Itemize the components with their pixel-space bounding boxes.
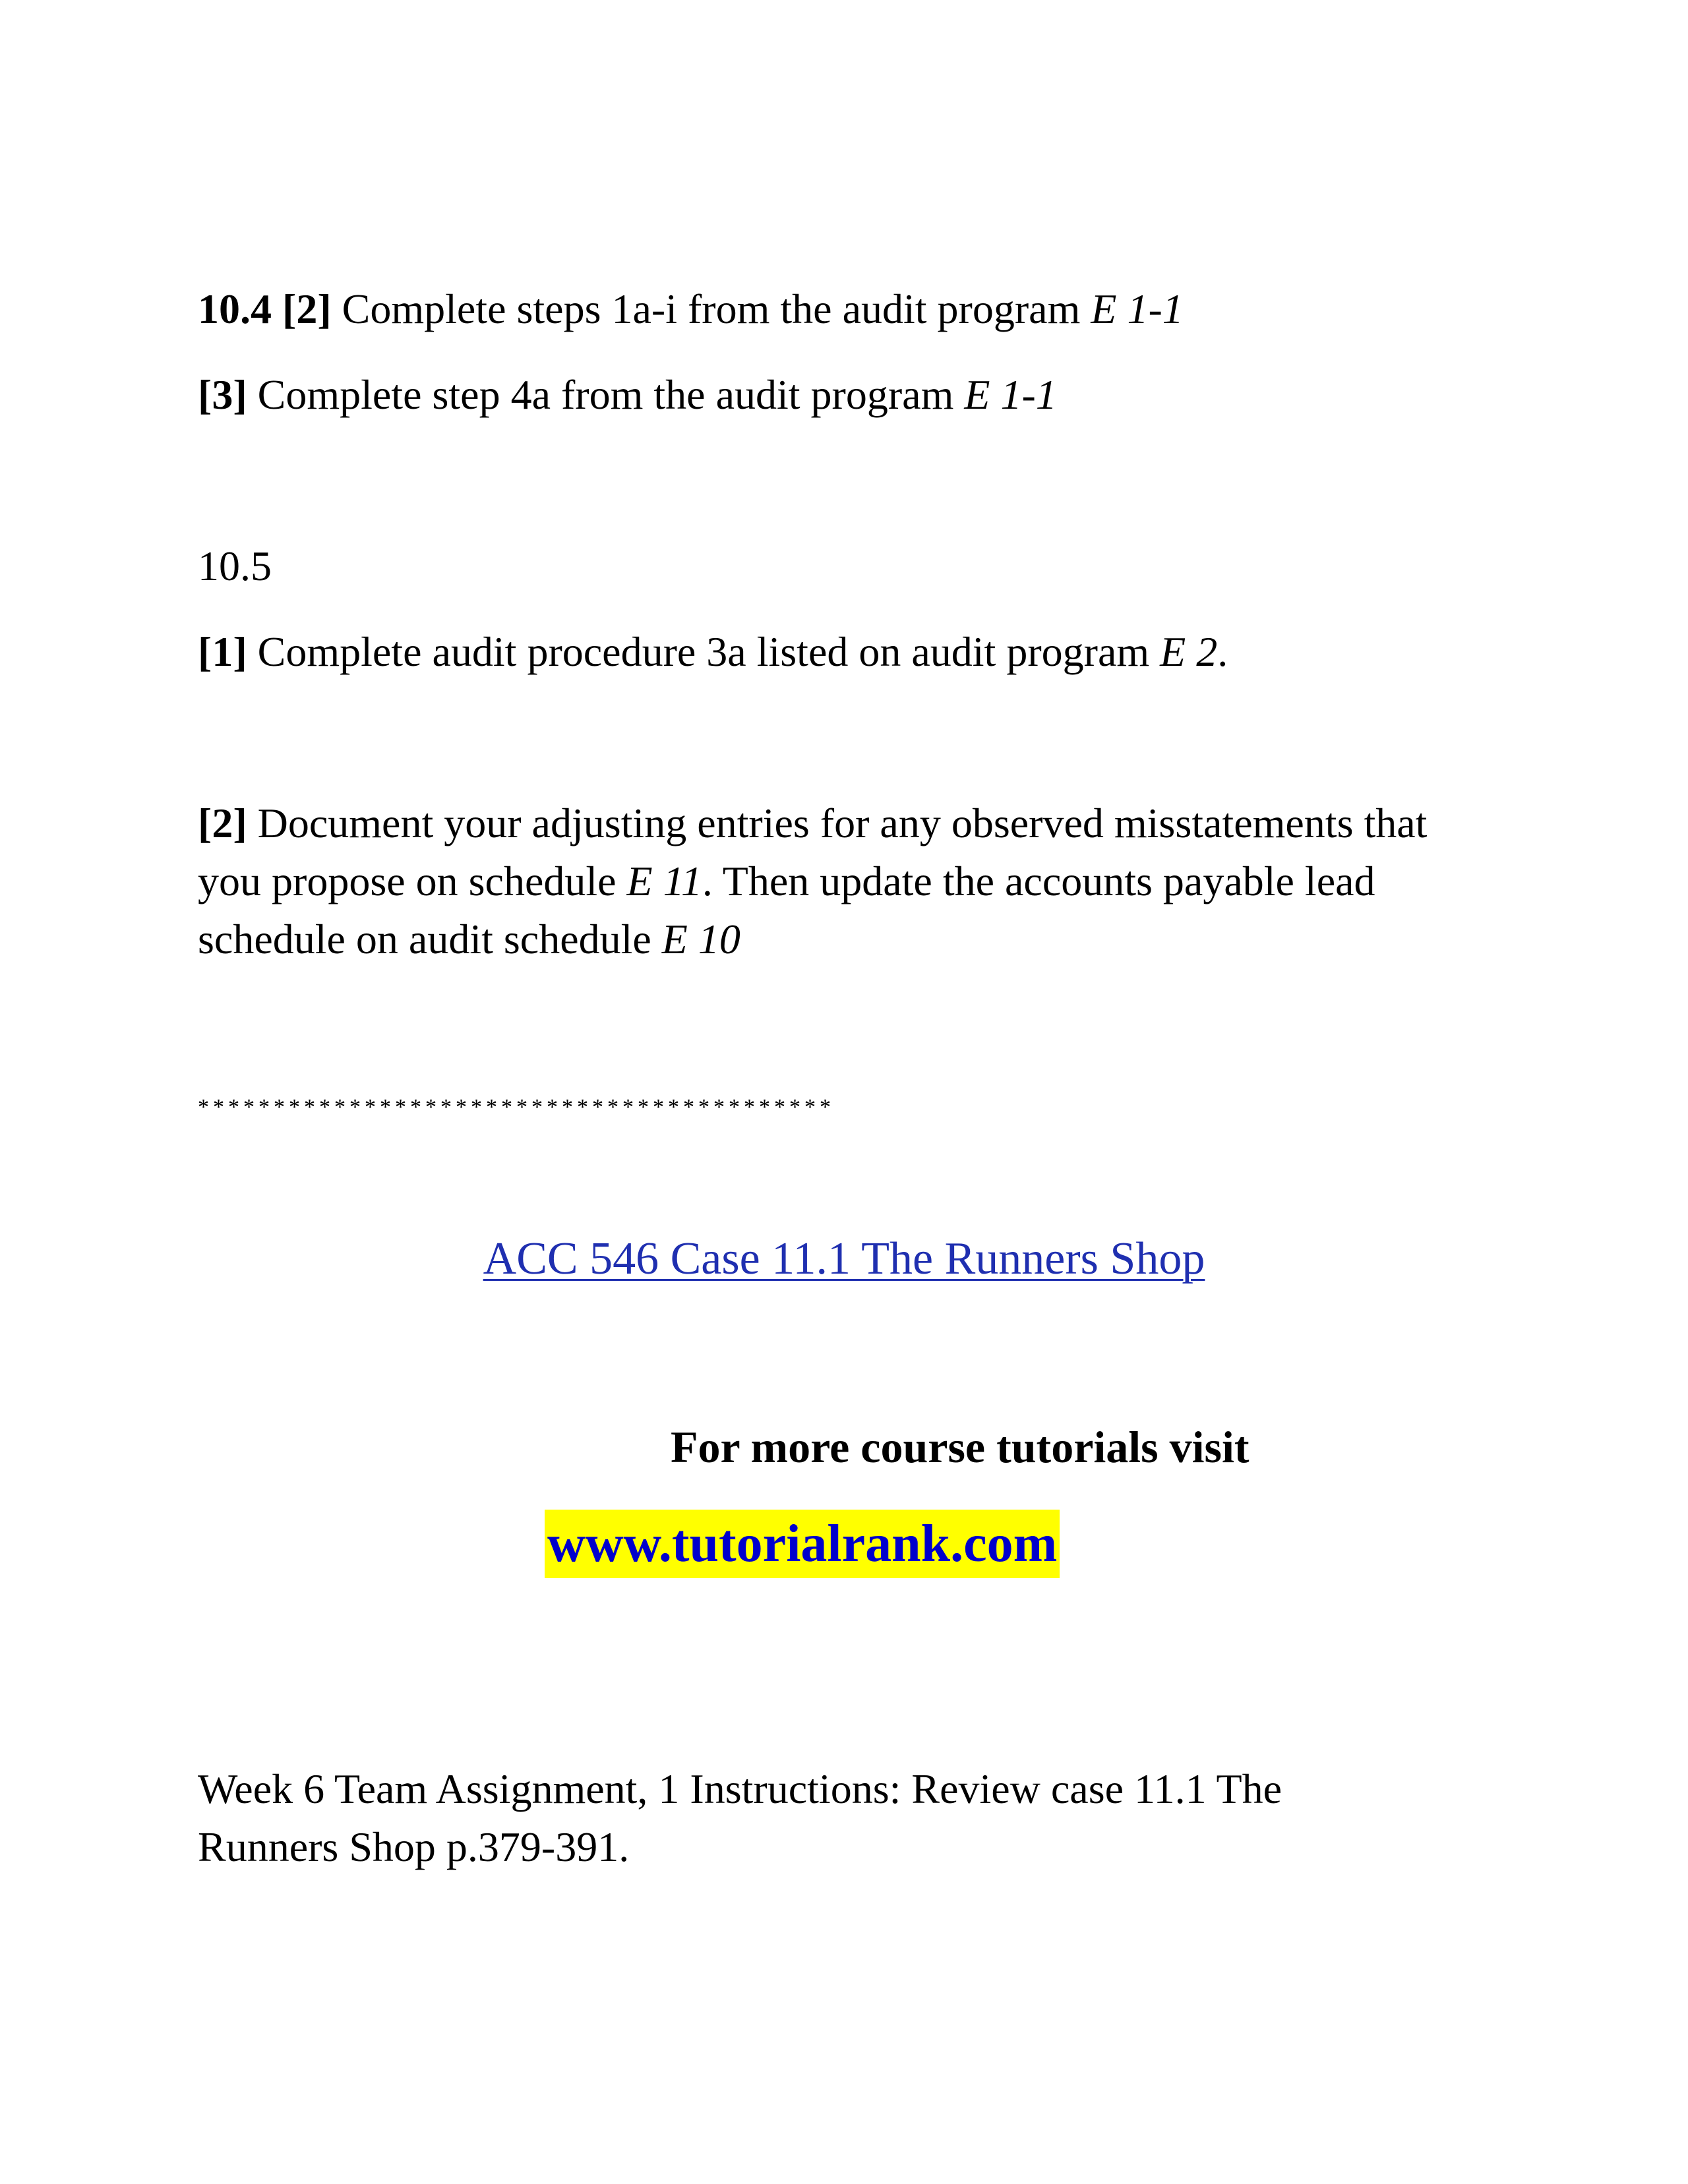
item-text: Complete step 4a from the audit program (247, 371, 965, 418)
promo-site-highlight (545, 1510, 1060, 1578)
item-text: . Then update the accounts payable lead (702, 858, 1375, 904)
step-10-4-item-3 (198, 366, 1057, 424)
schedule-reference: E 1-1 (1091, 285, 1184, 332)
item-marker: [2] (198, 800, 247, 846)
week6-line-1: Week 6 Team Assignment, 1 Instructions: Review case 11.1 The (198, 1765, 1282, 1812)
step-10-5-item-2-line-2 (198, 852, 1375, 910)
schedule-reference: E 11 (626, 858, 702, 904)
item-text: Document your adjusting entries for any observed misstatements that (247, 800, 1428, 846)
item-marker: [3] (198, 371, 247, 418)
step-10-5-item-2-line-1 (198, 794, 1427, 852)
step-10-4-item-2 (198, 280, 1184, 338)
item-text: Complete audit procedure 3a listed on audit program (247, 628, 1160, 675)
section-number-10-4: 10.4 (198, 285, 272, 332)
item-marker: [2] (282, 285, 332, 332)
item-end: . (1217, 628, 1228, 675)
promo-site-link[interactable]: www.tutorialrank.com (547, 1515, 1058, 1573)
schedule-reference: E 10 (661, 916, 740, 962)
section-number-10-5: 10.5 (198, 543, 272, 589)
item-text: Complete steps 1a-i from the audit program (331, 285, 1091, 332)
schedule-reference: E 2 (1160, 628, 1218, 675)
week6-line-2: Runners Shop p.379-391. (198, 1823, 630, 1870)
course-title-link[interactable] (0, 1229, 1688, 1289)
separator-asterisks: ****************************************** (198, 1095, 835, 1119)
step-10-5-item-1 (198, 623, 1228, 681)
item-text: schedule on audit schedule (198, 916, 662, 962)
schedule-reference: E 1-1 (964, 371, 1057, 418)
item-marker: [1] (198, 628, 247, 675)
promo-heading: For more course tutorials visit (671, 1422, 1250, 1472)
course-title-link-text[interactable]: ACC 546 Case 11.1 The Runners Shop (483, 1233, 1205, 1284)
item-text: you propose on schedule (198, 858, 627, 904)
step-10-5-item-2-line-3 (198, 910, 740, 968)
